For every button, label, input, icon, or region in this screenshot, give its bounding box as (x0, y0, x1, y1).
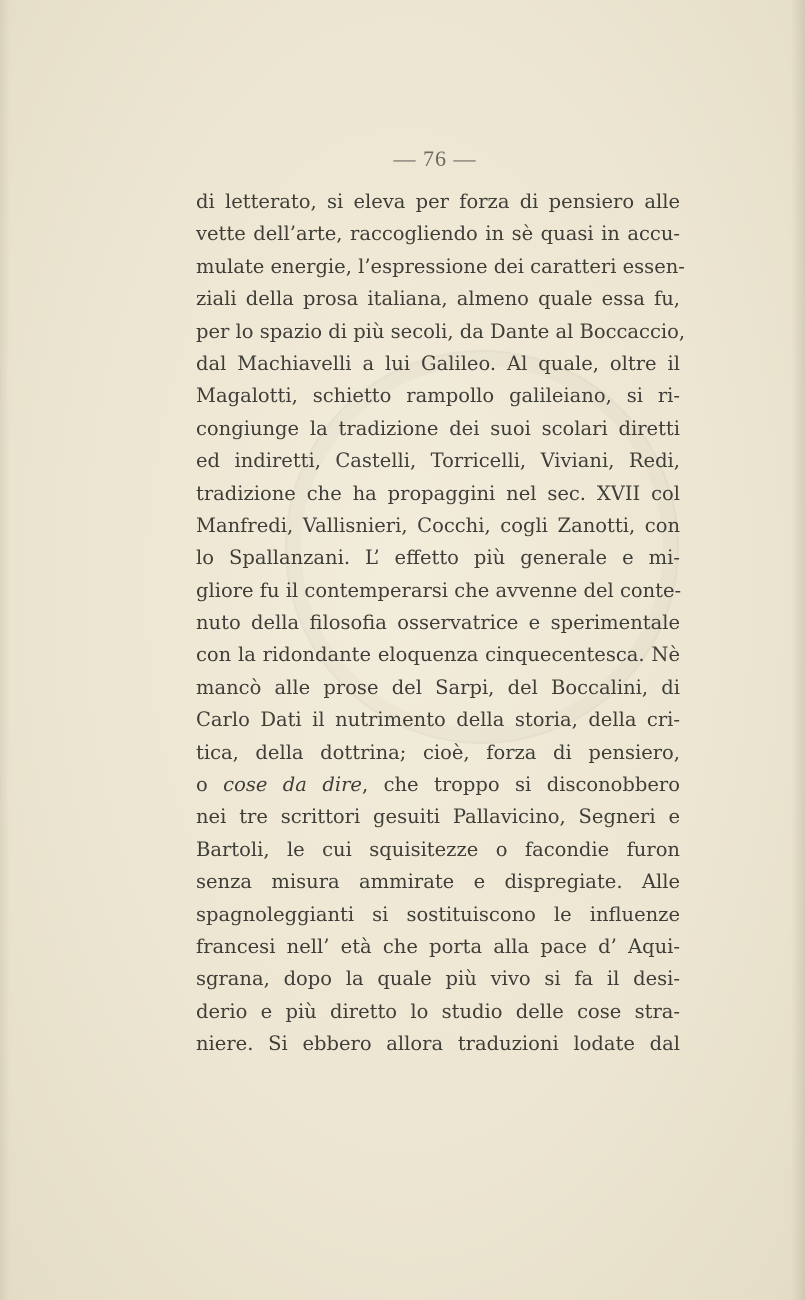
text-line-19-start: o (196, 773, 224, 797)
text-line-25: sgrana, dopo la quale più vivo si fa il desi- (196, 967, 680, 991)
text-line-18: tica, della dottrina; cioè, forza di pensiero, (196, 740, 680, 764)
page-left-shadow (0, 0, 10, 1300)
text-line-22: senza misura ammirate e dispregiate. Alle (196, 870, 680, 894)
text-line-6: dal Machiavelli a lui Galileo. Al quale, oltre il (196, 351, 680, 375)
text-line-5: per lo spazio di più secoli, da Dante al Boccaccio, (196, 319, 686, 343)
text-line-9: ed indiretti, Castelli, Torricelli, Viviani, Redi, (196, 449, 680, 473)
text-line-15: con la ridondante eloquenza cinquecentesca. Nè (196, 643, 680, 667)
text-line-17: Carlo Dati il nutrimento della storia, della cri- (196, 708, 680, 732)
text-line-14: nuto della filosofia osservatrice e sperimentale (196, 611, 680, 635)
text-line-23: spagnoleggianti si sostituiscono le influenze (196, 902, 680, 926)
text-line-13: gliore fu il contemperarsi che avvenne del conte- (196, 578, 682, 602)
text-line-16: mancò alle prose del Sarpi, del Boccalini, di (196, 675, 680, 699)
text-line-12: lo Spallanzani. L’ effetto più generale e mi- (196, 546, 680, 570)
text-line-7: Magalotti, schietto rampollo galileiano, si ri- (196, 384, 680, 408)
body-text (196, 186, 686, 1061)
text-line-24: francesi nell’ età che porta alla pace d’ Aqui- (196, 934, 680, 958)
text-line-27: niere. Si ebbero allora traduzioni lodate dal (196, 1032, 680, 1056)
text-line-19-italic: cose da dire (223, 773, 362, 797)
page-number: — 76 — (393, 146, 477, 171)
text-line-21: Bartoli, le cui squisitezze o facondie furon (196, 837, 680, 861)
text-line-19 (196, 769, 680, 801)
text-line-20: nei tre scrittori gesuiti Pallavicino, Segneri e (196, 805, 680, 829)
text-line-19-end: , che troppo si disconobbero (361, 773, 680, 797)
text-line-3: mulate energie, l’espressione dei caratteri essen- (196, 254, 685, 278)
text-line-2: vette dell’arte, raccogliendo in sè quasi in accu- (196, 222, 680, 246)
text-line-4: ziali della prosa italiana, almeno quale essa fu, (196, 287, 680, 311)
text-line-26: derio e più diretto lo studio delle cose stra- (196, 999, 680, 1023)
text-line-8: congiunge la tradizione dei suoi scolari diretti (196, 416, 680, 440)
page-right-shadow (791, 0, 805, 1300)
text-line-1: di letterato, si eleva per forza di pensiero alle (196, 190, 680, 213)
text-line-10: tradizione che ha propaggini nel sec. XVII col (196, 481, 680, 505)
text-line-11: Manfredi, Vallisnieri, Cocchi, cogli Zanotti, con (196, 513, 680, 537)
